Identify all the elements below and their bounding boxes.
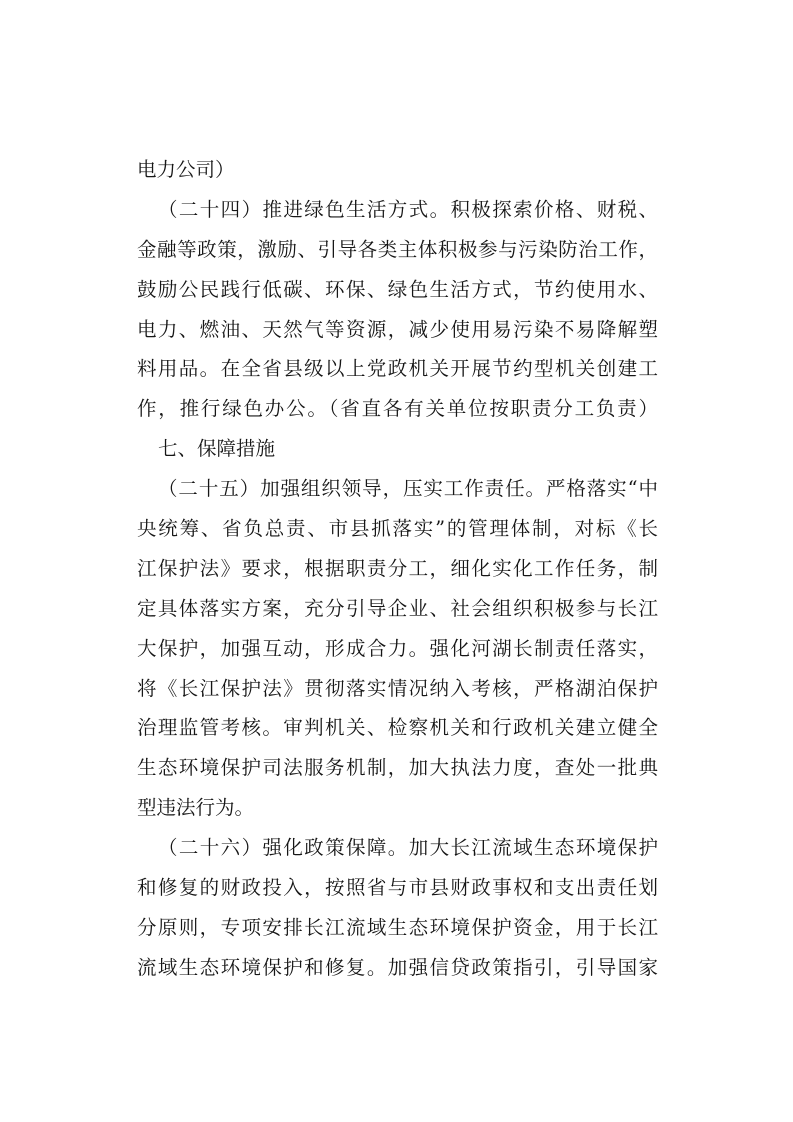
- text-line: 鼓励公民践行低碳、环保、绿色生活方式，节约使用水、: [137, 277, 658, 301]
- text-line: 作，推行绿色办公。（省直各有关单位按职责分工负责）: [137, 397, 658, 421]
- paragraph-26-heading-line: （二十六）强化政策保障。加大长江流域生态环境保护: [158, 836, 658, 860]
- text-line: 央统筹、省负总责、市县抓落实”的管理体制，对标《长: [137, 517, 658, 541]
- text-line: 治理监管考核。审判机关、检察机关和行政机关建立健全: [137, 716, 658, 740]
- text-line: 电力、燃油、天然气等资源，减少使用易污染不易降解塑: [137, 317, 658, 341]
- paragraph-24-heading-line: （二十四）推进绿色生活方式。积极探索价格、财税、: [158, 197, 658, 221]
- text-line: 和修复的财政投入，按照省与市县财政事权和支出责任划: [137, 876, 658, 900]
- text-line: 江保护法》要求，根据职责分工，细化实化工作任务，制: [137, 556, 658, 580]
- text-line: 定具体落实方案，充分引导企业、社会组织积极参与长江: [137, 596, 658, 620]
- text-line: 分原则，专项安排长江流域生态环境保护资金，用于长江: [137, 915, 658, 939]
- text-line: 型违法行为。: [137, 796, 255, 820]
- text-line: 流域生态环境保护和修复。加强信贷政策指引，引导国家: [137, 955, 658, 979]
- text-line: 大保护，加强互动，形成合力。强化河湖长制责任落实，: [137, 636, 658, 660]
- text-line: 将《长江保护法》贯彻落实情况纳入考核，严格湖泊保护: [137, 676, 658, 700]
- text-line: 金融等政策，激励、引导各类主体积极参与污染防治工作，: [137, 237, 658, 261]
- document-body: [137, 150, 658, 988]
- text-line: 料用品。在全省县级以上党政机关开展节约型机关创建工: [137, 357, 658, 381]
- section-heading: 七、保障措施: [158, 437, 276, 461]
- text-line: 电力公司）: [137, 158, 235, 181]
- text-line: 生态环境保护司法服务机制，加大执法力度，查处一批典: [137, 756, 658, 780]
- paragraph-25-heading-line: （二十五）加强组织领导，压实工作责任。严格落实“中: [158, 477, 658, 501]
